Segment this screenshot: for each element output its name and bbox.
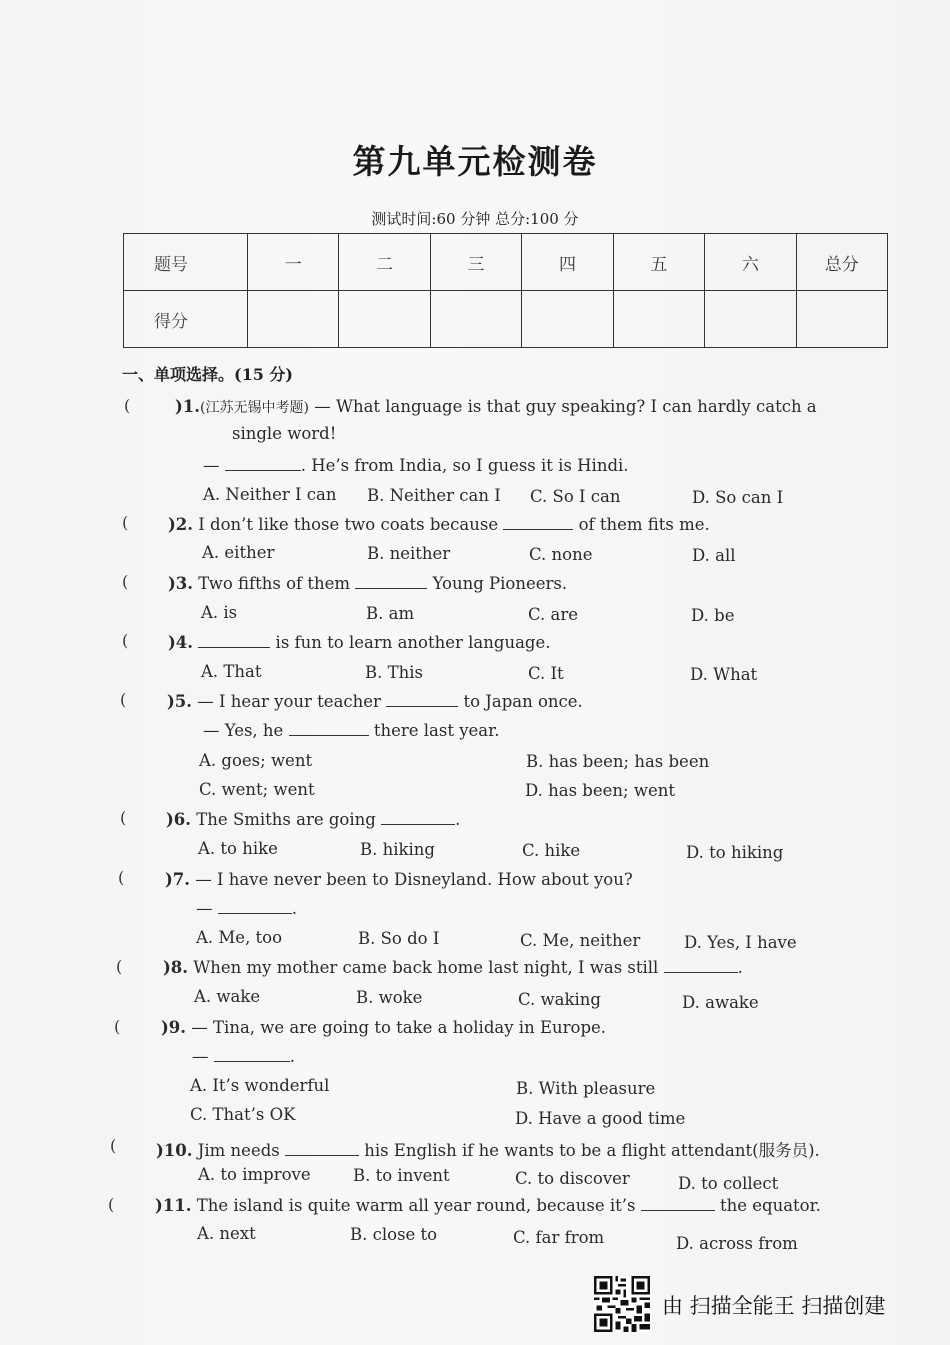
answer-blank [386, 692, 458, 707]
answer-paren: ( [122, 513, 129, 532]
option-a: A. is [201, 603, 238, 622]
question-9: )9. — Tina, we are going to take a holiday in Europe. [161, 1018, 607, 1037]
option-d: D. be [691, 606, 735, 625]
row-label-score: 得分 [124, 291, 248, 348]
option-d: D. to collect [678, 1174, 779, 1193]
option-a: A. That [201, 662, 262, 681]
option-d: D. across from [676, 1234, 798, 1253]
option-a: A. goes; went [199, 751, 313, 770]
option-a: A. to improve [198, 1165, 311, 1184]
question-3: )3. Two fifths of them Young Pioneers. [168, 574, 568, 593]
option-a: A. either [202, 543, 275, 562]
option-a: A. wake [194, 987, 261, 1006]
option-b: B. hiking [360, 840, 435, 859]
option-a: A. It’s wonderful [190, 1076, 330, 1095]
option-d: D. What [690, 665, 758, 684]
score-cell [705, 291, 796, 348]
answer-paren: ( [114, 1017, 121, 1036]
question-5: )5. — I hear your teacher to Japan once. [167, 692, 583, 711]
answer-blank [214, 1047, 290, 1062]
column-header: 五 [613, 234, 704, 291]
answer-paren: ( [124, 396, 131, 415]
scanner-watermark [594, 1276, 934, 1336]
option-c: C. So I can [530, 487, 621, 506]
question-6: )6. The Smiths are going . [166, 810, 461, 829]
answer-blank [198, 633, 270, 648]
question-1-reply: — . He’s from India, so I guess it is Hindi. [203, 456, 629, 475]
page-title: 第九单元检测卷 [352, 142, 598, 181]
option-c: C. waking [518, 990, 601, 1009]
qr-code-icon [594, 1276, 650, 1332]
answer-blank [641, 1196, 715, 1211]
score-cell [522, 291, 613, 348]
option-c: C. Me, neither [520, 931, 641, 950]
option-c: C. hike [522, 841, 581, 860]
option-c: C. none [529, 545, 593, 564]
answer-paren: ( [120, 690, 127, 709]
question-11: )11. The island is quite warm all year round, because it’s the equator. [155, 1196, 821, 1215]
question-1: )1.(江苏无锡中考题) — What language is that guy speaking? I can hardly catch a [175, 397, 817, 416]
option-b: B. Neither can I [367, 486, 501, 505]
option-a: A. Neither I can [203, 485, 337, 504]
answer-blank [225, 456, 301, 471]
watermark-text: 由 扫描全能王 扫描创建 [662, 1294, 886, 1318]
answer-blank [285, 1141, 359, 1156]
option-b: B. So do I [358, 929, 440, 948]
option-c: C. It [528, 664, 564, 683]
column-header: 三 [430, 234, 521, 291]
option-c: C. to discover [515, 1169, 630, 1188]
answer-blank [381, 810, 455, 825]
option-b: B. to invent [353, 1166, 450, 1185]
answer-paren: ( [116, 957, 123, 976]
option-b: B. am [366, 604, 415, 623]
question-8: )8. When my mother came back home last night, I was still . [163, 958, 743, 977]
option-d: D. Yes, I have [684, 933, 797, 952]
option-b: B. With pleasure [516, 1079, 656, 1098]
answer-blank [289, 721, 369, 736]
answer-blank [503, 515, 573, 530]
option-b: B. close to [350, 1225, 438, 1244]
option-d: D. Have a good time [515, 1109, 686, 1128]
answer-paren: ( [108, 1195, 115, 1214]
column-header: 总分 [796, 234, 887, 291]
column-header: 六 [705, 234, 796, 291]
answer-blank [355, 574, 427, 589]
question-7-reply: — . [196, 899, 297, 918]
table-row [124, 291, 888, 348]
option-b: B. has been; has been [526, 752, 710, 771]
option-c: C. went; went [199, 780, 315, 799]
column-header: 一 [248, 234, 339, 291]
option-b: B. neither [367, 544, 451, 563]
option-c: C. That’s OK [190, 1105, 296, 1124]
column-header: 二 [339, 234, 430, 291]
question-5-reply: — Yes, he there last year. [203, 721, 500, 740]
question-2: )2. I don’t like those two coats because of them fits me. [168, 515, 710, 534]
option-b: B. This [365, 663, 423, 682]
option-d: D. awake [682, 993, 759, 1012]
score-table [123, 233, 888, 348]
option-d: D. has been; went [525, 781, 675, 800]
score-cell [339, 291, 430, 348]
score-cell [796, 291, 887, 348]
option-d: D. So can I [692, 488, 784, 507]
column-header: 四 [522, 234, 613, 291]
score-cell [430, 291, 521, 348]
exam-info: 测试时间:60 分钟 总分:100 分 [371, 210, 579, 228]
question-1-cont: single word! [232, 424, 337, 443]
answer-paren: ( [122, 631, 129, 650]
row-label-number: 题号 [124, 234, 248, 291]
table-row [124, 234, 888, 291]
score-cell [613, 291, 704, 348]
answer-paren: ( [122, 572, 129, 591]
answer-blank [664, 958, 738, 973]
option-a: A. to hike [198, 839, 278, 858]
score-cell [248, 291, 339, 348]
answer-blank [218, 899, 292, 914]
option-a: A. next [197, 1224, 256, 1243]
option-c: C. are [528, 605, 579, 624]
option-d: D. all [692, 546, 736, 565]
question-source-tag: (江苏无锡中考题) [200, 400, 309, 416]
option-c: C. far from [513, 1228, 605, 1247]
option-a: A. Me, too [196, 928, 283, 947]
question-4: )4. is fun to learn another language. [168, 633, 551, 652]
answer-paren: ( [120, 808, 127, 827]
question-9-reply: — . [192, 1047, 295, 1066]
option-b: B. woke [356, 988, 423, 1007]
option-d: D. to hiking [686, 843, 784, 862]
question-10: )10. Jim needs his English if he wants to be a flight attendant(服务员). [156, 1141, 820, 1160]
answer-paren: ( [118, 868, 125, 887]
section-title: 一、单项选择。(15 分) [122, 365, 293, 384]
question-7: )7. — I have never been to Disneyland. How about you? [165, 870, 633, 889]
answer-paren: ( [110, 1136, 117, 1155]
